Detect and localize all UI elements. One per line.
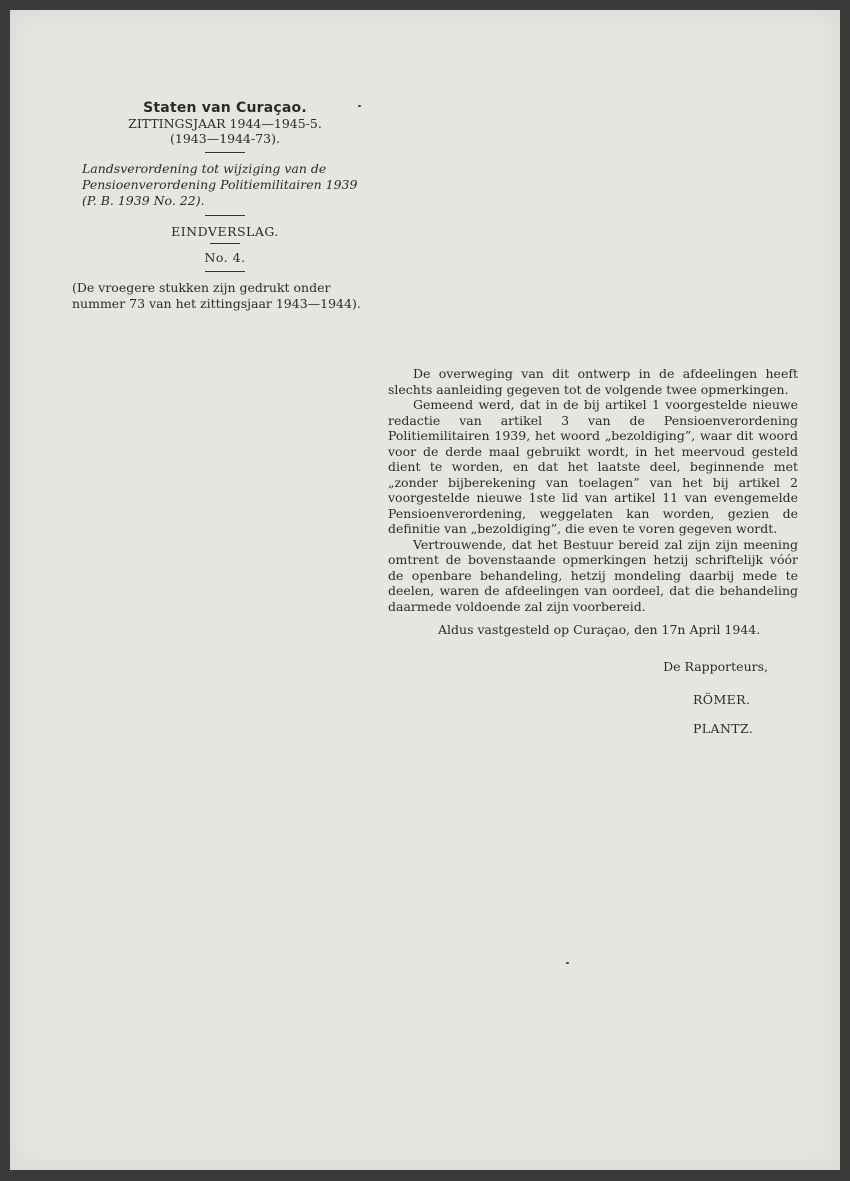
divider [210, 243, 240, 244]
divider [205, 215, 245, 216]
paper-speck [358, 105, 361, 107]
session-year: ZITTINGSJAAR 1944—1945-5. [128, 116, 322, 131]
ordinance-subject: Landsverordening tot wijziging van de Pensioenverordening Politiemilitairen 1939 (P. B. 1939 No. 22). [82, 161, 358, 208]
signatory-name: RÖMER. [693, 692, 751, 707]
document-title: Staten van Curaçao. [143, 100, 307, 116]
document-header [70, 100, 380, 312]
paper-speck [566, 962, 569, 964]
adoption-date-line: Aldus vastgesteld op Curaçao, den 17n April 1944. [438, 622, 761, 637]
body-paragraph: De overweging van dit ontwerp in de afdeelingen heeft slechts aanleiding gegeven tot de volgende twee opmerkingen. [388, 366, 798, 397]
report-title: EINDVERSLAG. [171, 224, 279, 239]
body-paragraph: Gemeend werd, dat in de bij artikel 1 voorgestelde nieuwe redactie van artikel 3 van de Pensioenverordening Politiemilitairen 1939, het woord „bezoldiging”, waar dit woord voor de derde maal gebruikt wordt, in het meervoud gesteld dient te worden, en dat het laatste deel, beginnende met „zonder bijberekening van toelagen” van het bij artikel 2 voorgestelde nieuwe 1ste lid van artikel 11 van evengemelde Pensioenverordening, weggelaten kan worden, gezien de definitie van „bezoldiging”, die even te voren gegeven wordt. [388, 397, 798, 536]
divider [205, 271, 245, 272]
document-page [10, 10, 840, 1170]
signatory-name: PLANTZ. [693, 721, 754, 736]
session-reference: (1943—1944-73). [170, 131, 280, 146]
closing-block [388, 622, 798, 750]
rapporteurs-title: De Rapporteurs, [663, 659, 768, 674]
prior-documents-note: (De vroegere stukken zijn gedrukt onder nummer 73 van het zittingsjaar 1943—1944). [72, 280, 361, 311]
report-number: No. 4. [204, 250, 246, 265]
divider [205, 152, 245, 153]
body-paragraph: Vertrouwende, dat het Bestuur bereid zal zijn zijn meening omtrent de bovenstaande opmerkingen hetzij schriftelijk vóór de openbare behandeling, hetzij mondeling daarbij mede te deelen, waren de afdeelingen van oordeel, dat die behandeling daarmede voldoende zal zijn voorbereid. [388, 536, 798, 614]
report-body [388, 366, 798, 614]
